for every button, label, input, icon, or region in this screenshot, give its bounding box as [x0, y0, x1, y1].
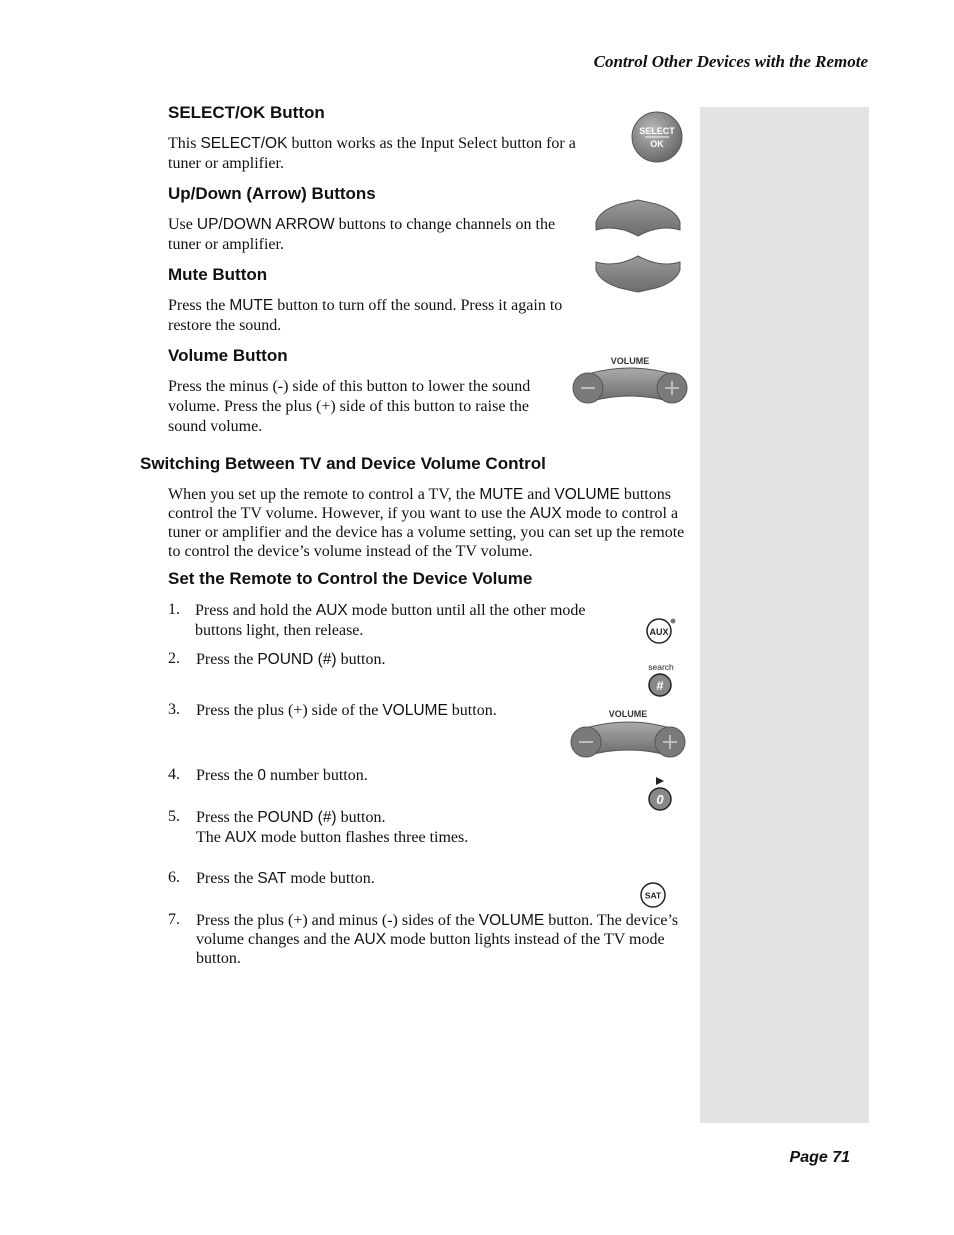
switching-heading: Switching Between TV and Device Volume Control: [140, 454, 546, 473]
updown-heading: Up/Down (Arrow) Buttons: [168, 184, 376, 203]
svg-text:#: #: [656, 678, 664, 693]
step-text: Press the POUND (#) button. The AUX mode button flashes three times.: [196, 809, 469, 846]
step-text: Press the 0 number button.: [196, 767, 368, 784]
svg-text:SAT: SAT: [644, 890, 662, 901]
updown-text: Use UP/DOWN ARROW buttons to change channels on the tuner or amplifier.: [168, 216, 556, 253]
step-number: 7.: [168, 911, 180, 928]
step-text: Press the plus (+) side of the VOLUME button.: [196, 702, 497, 719]
mute-heading: Mute Button: [168, 265, 268, 284]
step-number: 1.: [168, 601, 180, 618]
step-number: 6.: [168, 869, 180, 886]
volume-button-icon: [568, 706, 688, 766]
svg-text:OK: OK: [650, 139, 664, 149]
step-number: 3.: [168, 701, 180, 718]
step-text: Press the SAT mode button.: [196, 870, 375, 887]
svg-text:0: 0: [656, 792, 664, 807]
volume-heading: Volume Button: [168, 346, 288, 365]
svg-text:AUX: AUX: [649, 627, 669, 637]
zero-button-icon: [644, 774, 678, 814]
mute-text: Press the MUTE button to turn off the sound. Press it again to restore the sound.: [168, 297, 563, 334]
step-number: 4.: [168, 766, 180, 783]
step-number: 2.: [168, 650, 180, 667]
svg-text:SELECT: SELECT: [639, 126, 675, 136]
pound-button-icon: [640, 660, 682, 698]
step-text: Press and hold the AUX mode button until all the other mode buttons light, then release.: [195, 602, 586, 639]
arrow-buttons-icon: [590, 198, 686, 294]
svg-text:search: search: [648, 662, 674, 672]
select-ok-button-icon: [630, 110, 684, 164]
play-icon: [656, 777, 664, 785]
step-text: Press the plus (+) and minus (-) sides of the VOLUME button. The device’s volume changes and the AUX mode button lights instead of the TV mode button.: [196, 912, 679, 967]
sat-button-icon: [637, 880, 669, 910]
set-remote-heading: Set the Remote to Control the Device Volume: [168, 569, 533, 588]
volume-text: Press the minus (-) side of this button to lower the sound volume. Press the plus (+) side of this button to raise the sound volume.: [168, 378, 531, 435]
volume-button-icon: [570, 352, 690, 412]
step-number: 5.: [168, 808, 180, 825]
aux-button-icon: [643, 615, 679, 647]
running-header: Control Other Devices with the Remote: [593, 52, 868, 71]
select-ok-text: This SELECT/OK button works as the Input Select button for a tuner or amplifier.: [168, 135, 576, 172]
svg-text:VOLUME: VOLUME: [610, 356, 650, 366]
step-text: Press the POUND (#) button.: [196, 651, 386, 668]
svg-text:VOLUME: VOLUME: [608, 709, 648, 719]
page-number: Page 71: [789, 1149, 850, 1166]
select-ok-heading: SELECT/OK Button: [168, 103, 325, 122]
sidebar-margin: [700, 107, 869, 1123]
switching-text: When you set up the remote to control a TV, the MUTE and VOLUME buttons control the TV volume. However, if you want to use the AUX mode to control a tuner or amplifier and the device has a volume setting, you can set up the remote to control the device’s volume instead of the TV volume.: [168, 486, 685, 560]
